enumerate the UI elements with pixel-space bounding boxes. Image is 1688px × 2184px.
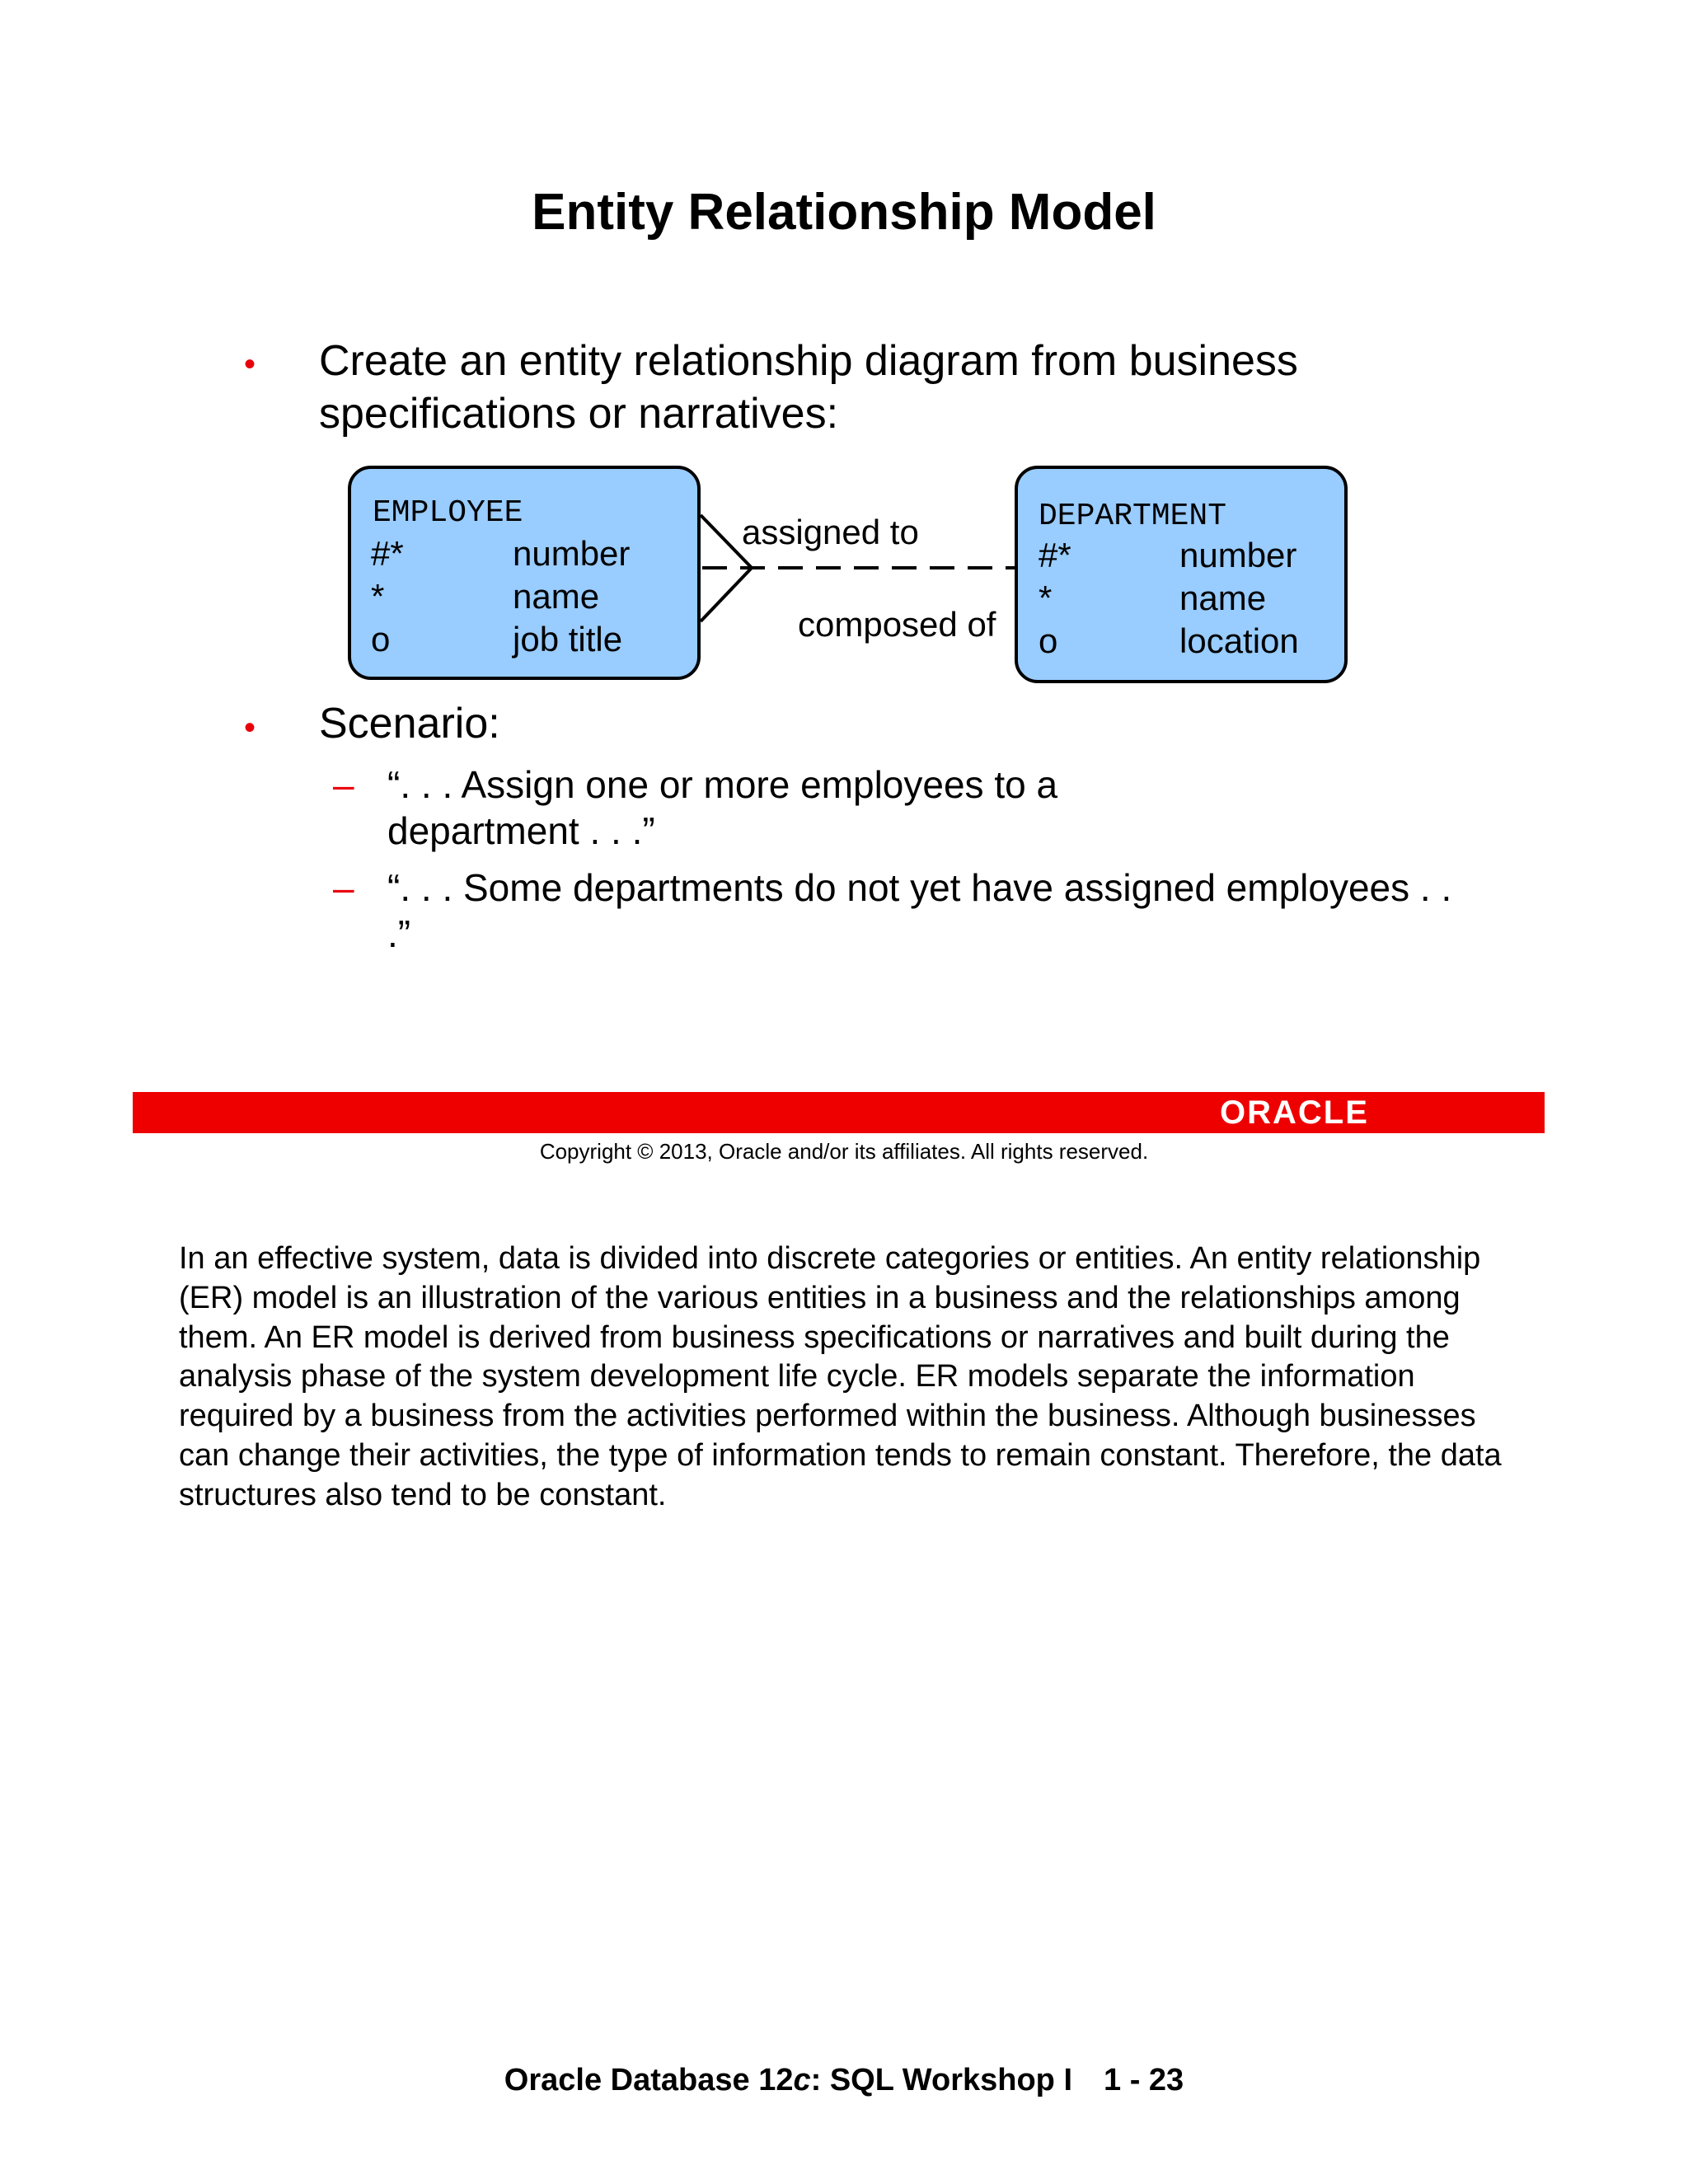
employee-entity-name: EMPLOYEE bbox=[373, 495, 523, 531]
department-attr-label: name bbox=[1179, 579, 1267, 617]
bullet-marker: • bbox=[244, 710, 256, 746]
footer-page-number: 1 - 23 bbox=[1104, 2063, 1184, 2097]
footer-course-prefix: Oracle Database 12 bbox=[504, 2063, 794, 2097]
employee-attr-marker: * bbox=[371, 577, 385, 616]
oracle-logo: ORACLE bbox=[1220, 1094, 1369, 1131]
department-attr-marker: #* bbox=[1039, 536, 1071, 574]
employee-attr-marker: o bbox=[371, 620, 391, 658]
employee-attr-label: number bbox=[513, 534, 631, 573]
relationship-label-composed-of: composed of bbox=[798, 605, 996, 644]
copyright-text: Copyright © 2013, Oracle and/or its affiliates. All rights reserved. bbox=[539, 1139, 1149, 1164]
scenario-item-text: “. . . Some departments do not yet have assigned employees . . .” bbox=[387, 866, 1452, 955]
footer-course-italic: c bbox=[793, 2063, 811, 2097]
department-entity-name: DEPARTMENT bbox=[1039, 499, 1227, 534]
employee-attr-marker: #* bbox=[371, 534, 404, 573]
bullet-text-create-erd: Create an entity relationship diagram from business specifications or narratives: bbox=[319, 337, 1298, 438]
slide-title: Entity Relationship Model bbox=[532, 184, 1156, 241]
department-attr-label: number bbox=[1179, 536, 1297, 574]
notes-paragraph: In an effective system, data is divided into discrete categories or entities. An entity relationship (ER) model is an illustration of the various entities in a business and the relationships among them. An ER model is derived from business specifications or narratives and built during the analysis phase of the system development life cycle. ER models separate the information required by a business from the activities performed within the business. Although businesses can change their activities, the type of information tends to remain constant. Therefore, the data structures also tend to be constant. bbox=[179, 1241, 1502, 1512]
crows-foot-bottom bbox=[701, 568, 752, 621]
department-attr-label: location bbox=[1179, 621, 1299, 660]
page-footer bbox=[0, 2060, 1688, 2100]
employee-attr-label: name bbox=[513, 577, 600, 616]
footer-course-suffix: : SQL Workshop I bbox=[810, 2063, 1073, 2097]
department-attr-marker: o bbox=[1039, 621, 1058, 660]
bullet-marker: • bbox=[244, 346, 256, 382]
employee-attr-label: job title bbox=[513, 620, 623, 658]
relationship-label-assigned-to: assigned to bbox=[742, 513, 919, 551]
bullet-text-scenario: Scenario: bbox=[319, 700, 500, 748]
scenario-item-text: “. . . Assign one or more employees to a department . . .” bbox=[387, 763, 1058, 852]
department-attr-marker: * bbox=[1039, 579, 1053, 617]
sub-bullet-marker: – bbox=[333, 866, 354, 909]
sub-bullet-marker: – bbox=[333, 763, 354, 806]
